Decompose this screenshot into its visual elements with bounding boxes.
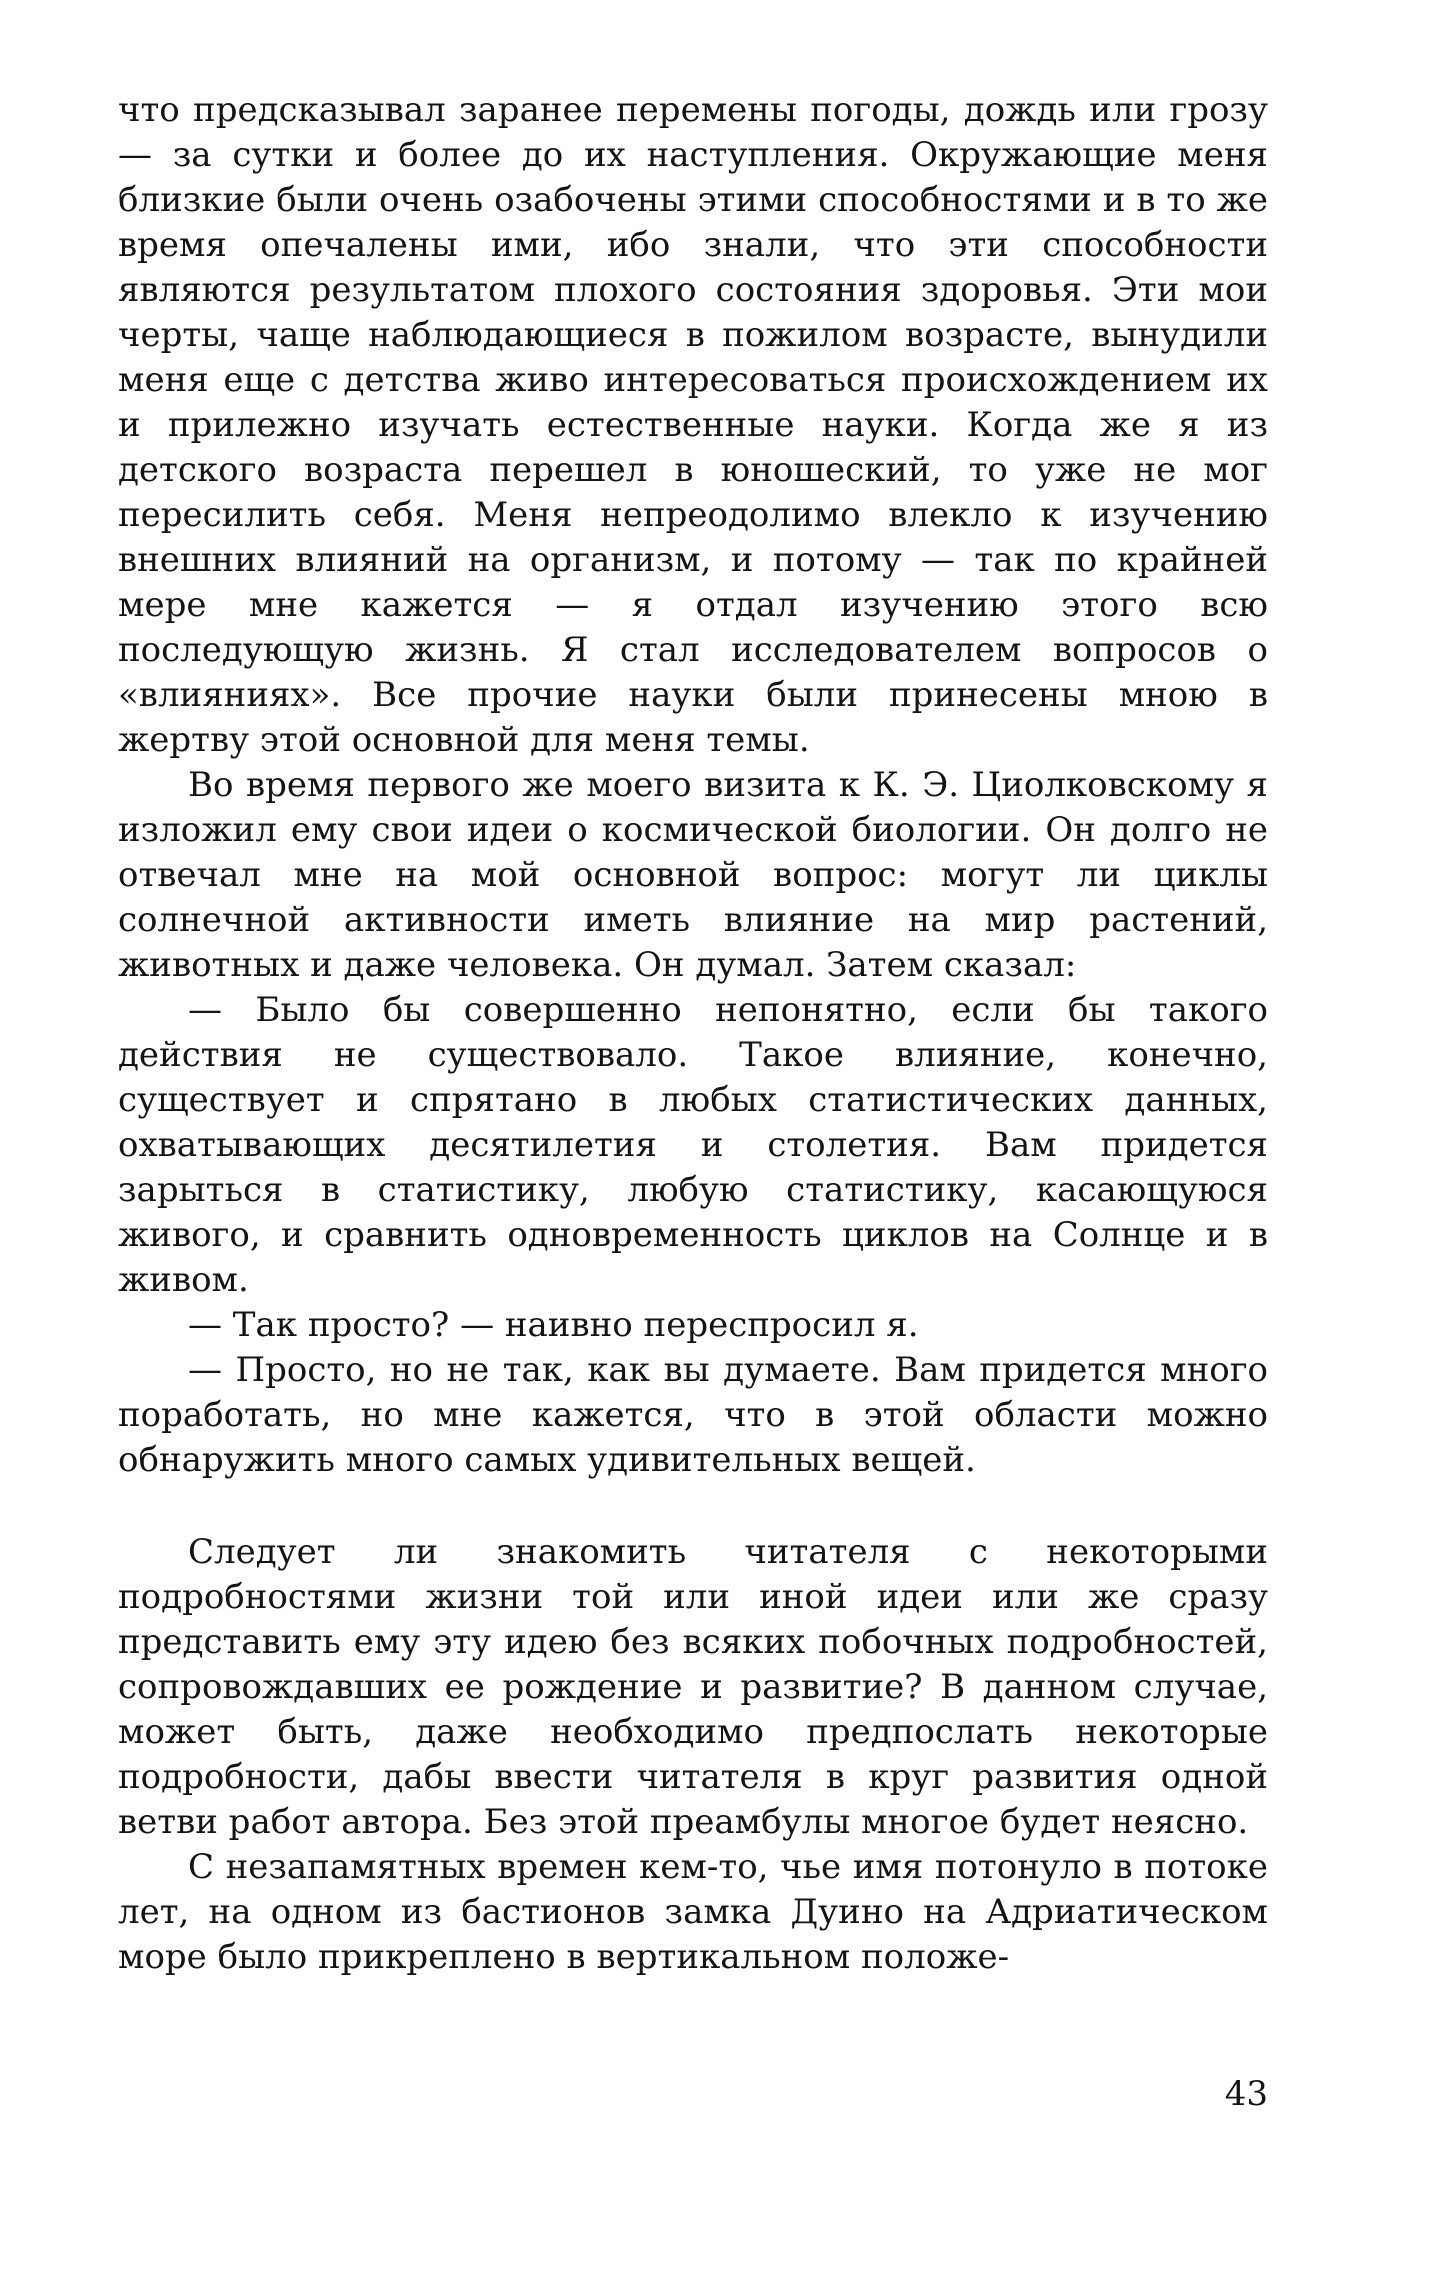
dialogue-line-3: — Просто, но не так, как вы думаете. Вам придется много поработать, но мне кажется, что в этой области можно обнаружить много самых удивительных вещей. — [118, 1350, 1268, 1480]
page-number: 43 — [1224, 2074, 1268, 2114]
dialogue-line-1: — Было бы совершенно непонятно, если бы такого действия не существовало. Такое влияние, конечно, существует и спрятано в любых статистических данных, охватывающих десятилетия и столетия. Вам придется зарыться в статистику, любую статистику, касающуюся живого, и сравнить одновременность циклов на Солнце и в живом. — [118, 990, 1268, 1300]
paragraph-preamble: Следует ли знакомить читателя с некоторыми подробностями жизни той или иной идеи или же сразу представить ему эту идею без всяких побочных подробностей, сопровождавших ее рождение и развитие? В данном случае, может быть, даже необходимо предпослать некоторые подробности, дабы ввести читателя в круг развития одной ветви работ автора. Без этой преамбулы многое будет неясно. — [118, 1532, 1268, 1842]
text-section-2 — [118, 1530, 1268, 1980]
text-section-1 — [118, 88, 1268, 1483]
paragraph-tsiolkovsky-visit: Во время первого же моего визита к К. Э. Циолковскому я изложил ему свои идеи о космической биологии. Он долго не отвечал мне на мой основной вопрос: могут ли циклы солнечной активности иметь влияние на мир растений, животных и даже человека. Он думал. Затем сказал: — [118, 765, 1268, 985]
paragraph-duino-castle: С незапамятных времен кем-то, чье имя потонуло в потоке лет, на одном из бастионов замка Дуино на Адриатическом море было прикреплено в вертикальном положе- — [118, 1847, 1268, 1977]
paragraph-continued: что предсказывал заранее перемены погоды, дождь или грозу — за сутки и более до их наступления. Окружающие меня близкие были очень озабочены этими способностями и в то же время опечалены ими, ибо знали, что эти способности являются результатом плохого состояния здоровья. Эти мои черты, чаще наблюдающиеся в пожилом возрасте, вынудили меня еще с детства живо интересоваться происхождением их и прилежно изучать естественные науки. Когда же я из детского возраста перешел в юношеский, то уже не мог пересилить себя. Меня непреодолимо влекло к изучению внешних влияний на организм, и потому — так по крайней мере мне кажется — я отдал изучению этого всю последующую жизнь. Я стал исследователем вопросов о «влияниях». Все прочие науки были принесены мною в жертву этой основной для меня темы. — [118, 90, 1268, 760]
dialogue-line-2: — Так просто? — наивно переспросил я. — [188, 1305, 919, 1345]
